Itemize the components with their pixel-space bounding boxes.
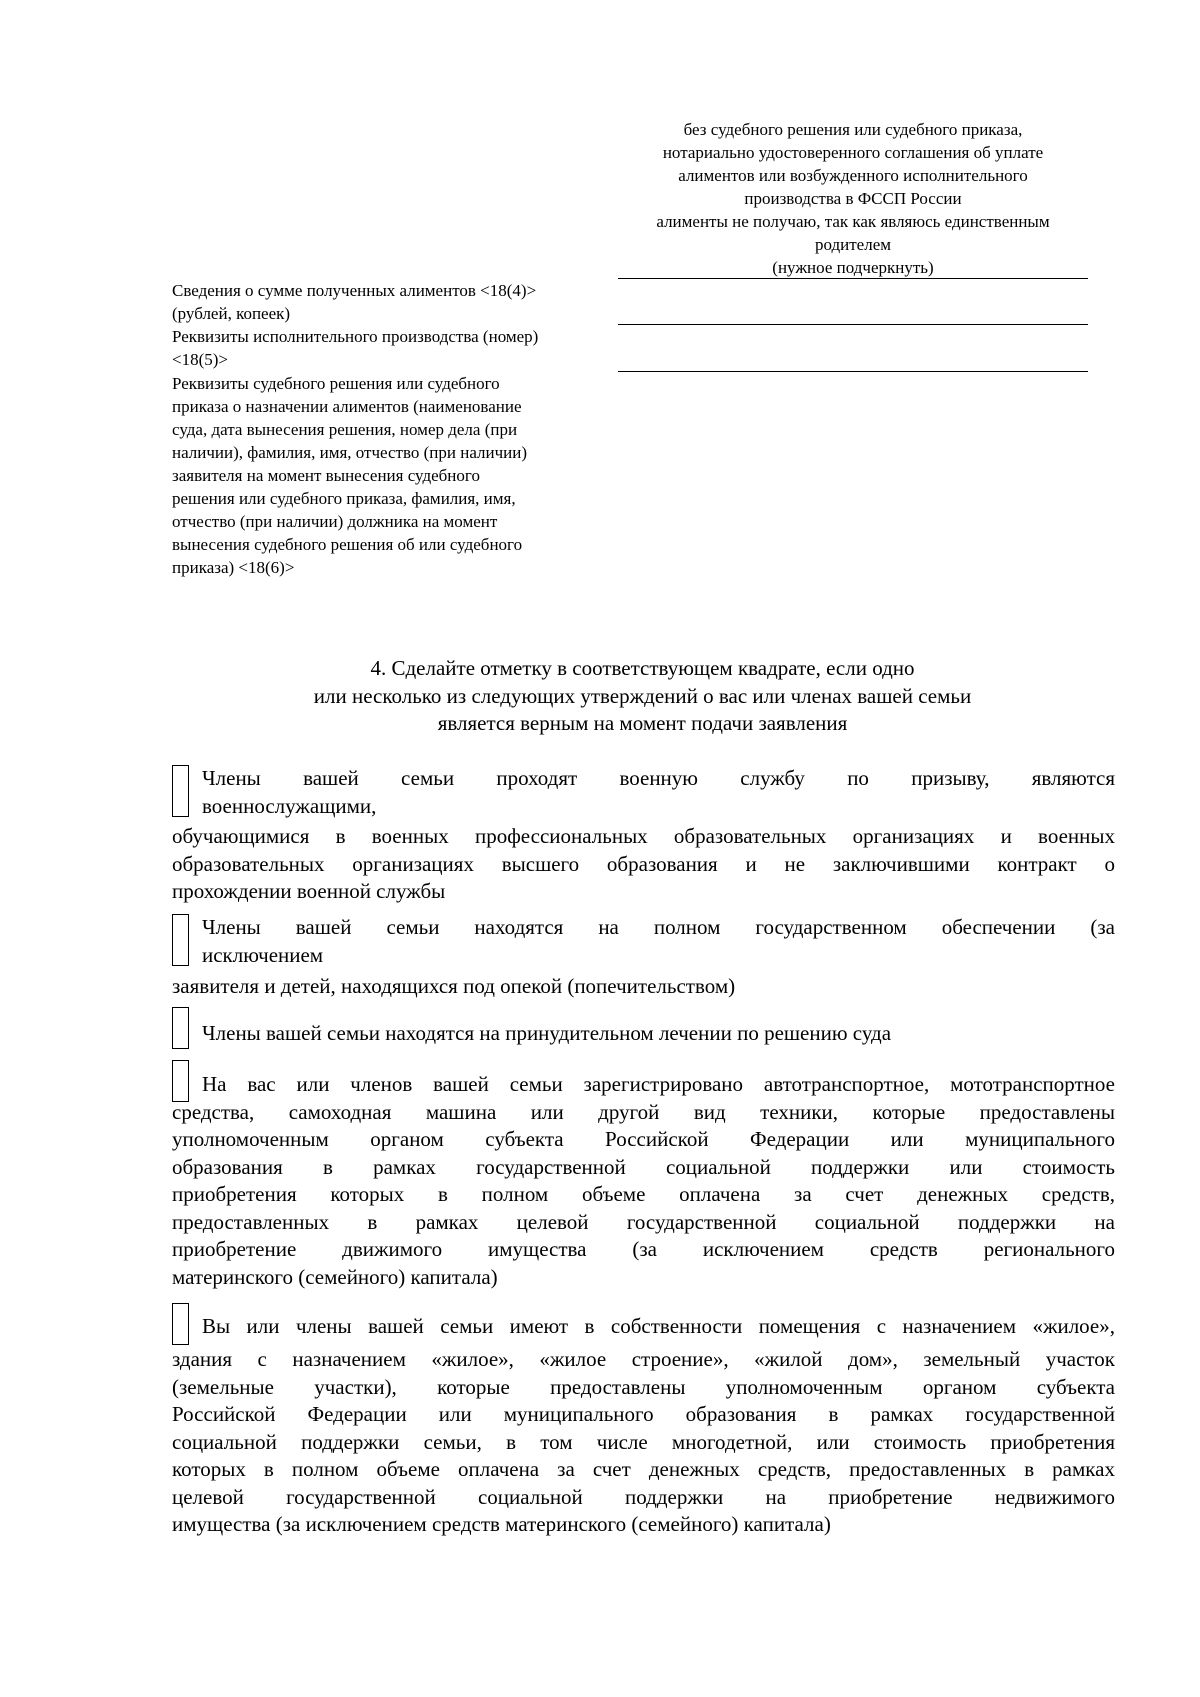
court-decision-field[interactable] [618, 371, 1088, 372]
intro-line: алиментов или возбужденного исполнительного [678, 166, 1028, 185]
intro-text-block [618, 118, 1088, 279]
statement-real-estate-continued: здания с назначением «жилое», «жилое строение», «жилой дом», земельный участок (земельные участки), которые предоставлены уполномоченным органом субъекта Российской Федерации или муниципального образования в рамках государственной социальной поддержки семьи, в том числе многодетной, или стоимость приобретения которых в полном объеме оплачена за счет денежных средств, предоставленных в рамках целевой государственной социальной поддержки на приобретение недвижимого имущества (за исключением средств материнского (семейного) капитала) [172, 1347, 1115, 1536]
statement-military-service-continued: обучающимися в военных профессиональных образовательных организациях и военных образовательных организациях высшего образования и не заключившими контракт о прохождении военной службы [172, 824, 1115, 903]
intro-line: производства в ФССП России [744, 189, 962, 208]
statement-state-support: Члены вашей семьи находятся на полном государственном обеспечении (за исключением [202, 915, 1115, 967]
alimony-sum-field[interactable] [618, 278, 1088, 279]
statement-real-estate: Вы или члены вашей семьи имеют в собственности помещения с назначением «жилое», [202, 1314, 1115, 1338]
section-4-title [170, 655, 1115, 738]
intro-line: (нужное подчеркнуть) [772, 258, 934, 277]
intro-line: алименты не получаю, так как являюсь единственным [656, 212, 1050, 231]
section-title-line: или несколько из следующих утверждений о вас или членах вашей семьи [313, 683, 972, 708]
alimony-sum-label: Сведения о сумме полученных алиментов <18(4)> (рублей, копеек) [172, 281, 537, 323]
statement-vehicles: На вас или членов вашей семьи зарегистрировано автотранспортное, мототранспортное средства, самоходная машина или другой вид техники, которые предоставлены уполномоченным органом субъекта Российской Федерации или муниципального образования в рамках государственной социальной поддержки или стоимость приобретения которых в полном объеме оплачена за счет денежных средств, предоставленных в рамках целевой государственной социальной поддержки на приобретение движимого имущества (за исключением средств регионального материнского (семейного) капитала) [172, 1072, 1115, 1289]
statement-compulsory-treatment: Члены вашей семьи находятся на принудительном лечении по решению суда [202, 1021, 892, 1045]
section-title-line: 4. Сделайте отметку в соответствующем квадрате, если одно [370, 656, 915, 680]
enforcement-proceedings-label: Реквизиты исполнительного производства (номер) <18(5)> [172, 327, 539, 369]
statement-state-support-continued: заявителя и детей, находящихся под опекой (попечительством) [172, 974, 736, 998]
intro-line: нотариально удостоверенного соглашения об уплате [662, 143, 1044, 162]
intro-line: родителем [814, 235, 892, 254]
intro-line: без судебного решения или судебного приказа, [683, 120, 1023, 139]
court-decision-label: Реквизиты судебного решения или судебного приказа о назначении алиментов (наименование суда, дата вынесения решения, номер дела (при наличии), фамилия, имя, отчество (при наличии) заявителя на момент вынесения судебного решения или судебного приказа, фамилия, имя, отчество (при наличии) должника на момент вынесения судебного решения об или судебного приказа) <18(6)> [172, 374, 528, 577]
enforcement-proceedings-field[interactable] [618, 324, 1088, 325]
section-title-line: является верным на момент подачи заявления [437, 711, 848, 735]
statement-military-service: Члены вашей семьи проходят военную службу по призыву, являются военнослужащими, [202, 766, 1115, 818]
